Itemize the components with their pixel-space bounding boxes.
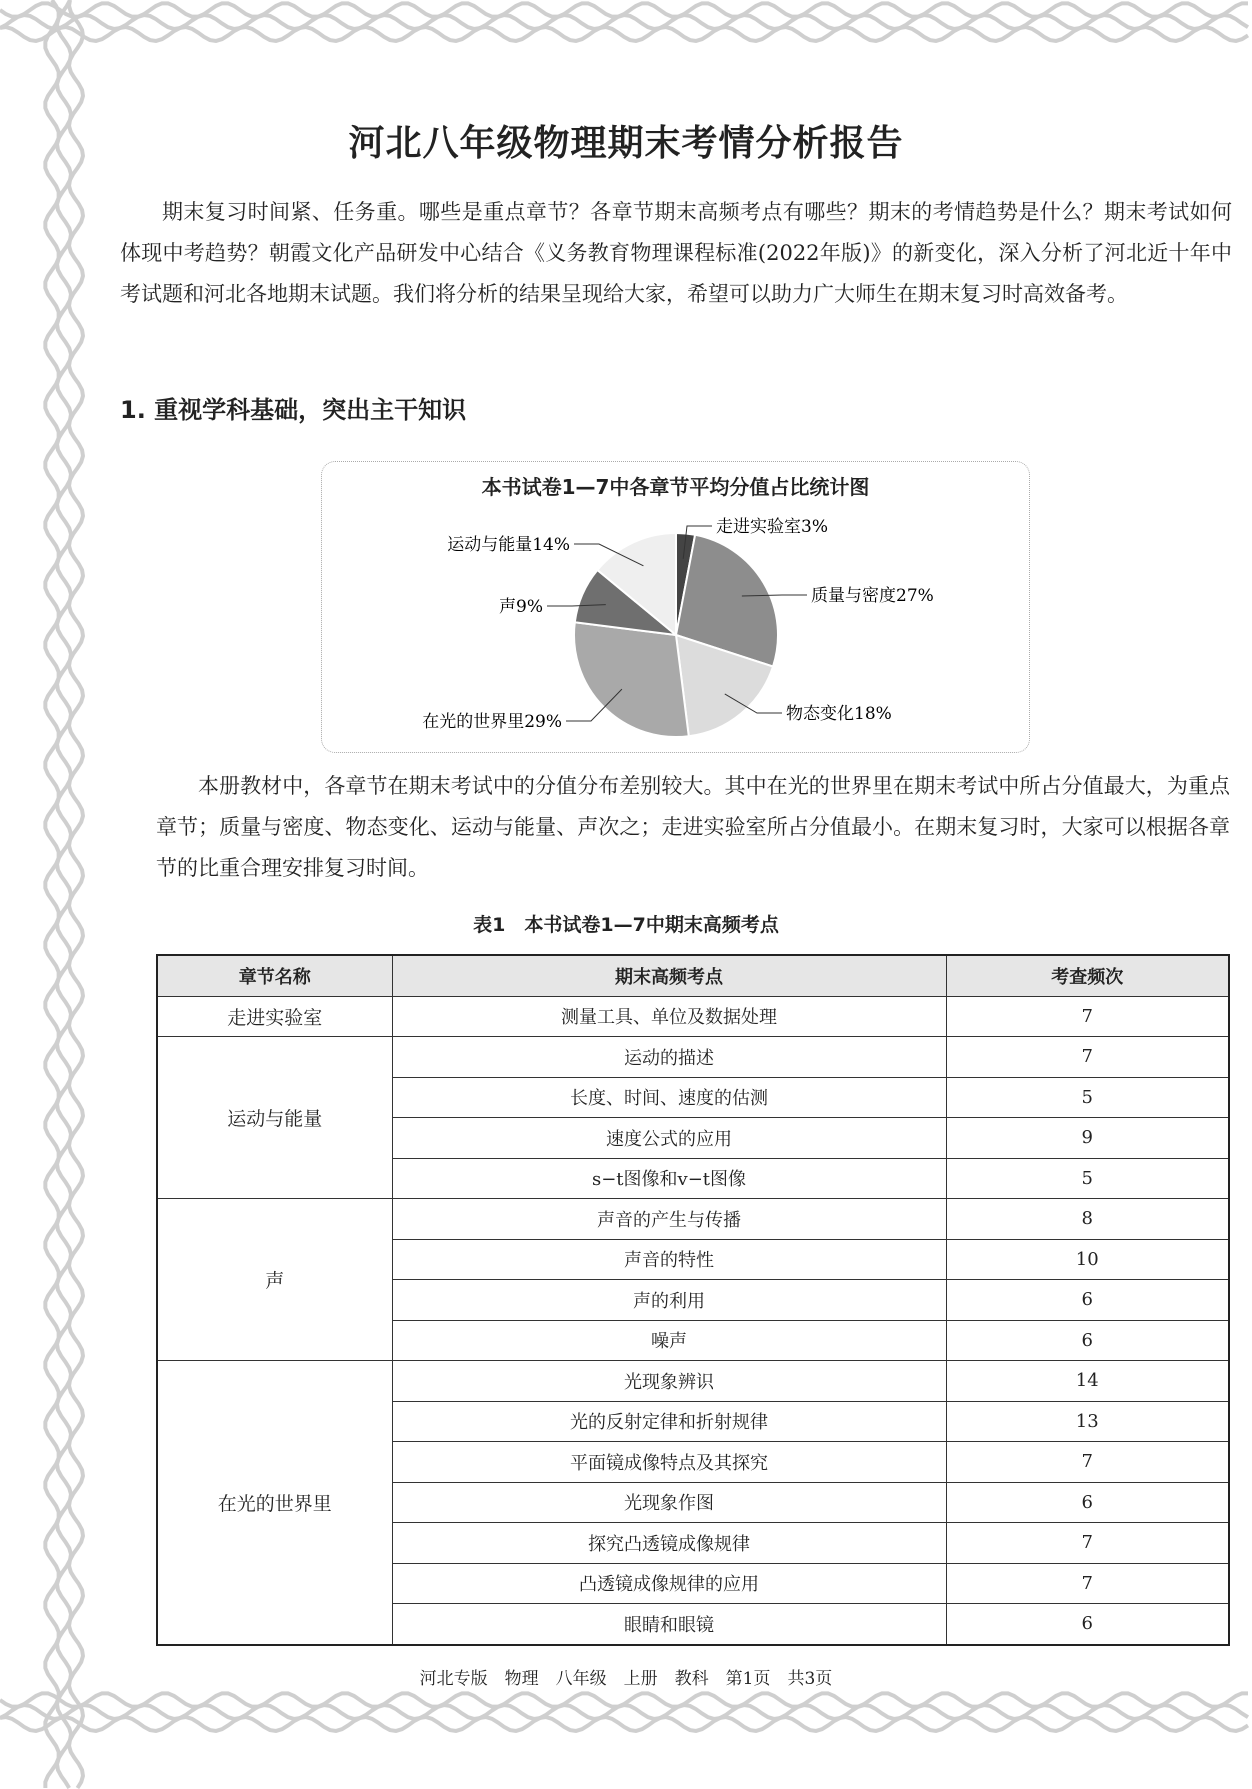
frequency-cell: 6 <box>946 1604 1229 1645</box>
topic-cell: 光现象作图 <box>392 1482 946 1523</box>
analysis-paragraph: 本册教材中，各章节在期末考试中的分值分布差别较大。其中在光的世界里在期末考试中所占分值最大，为重点章节；质量与密度、物态变化、运动与能量、声次之；走进实验室所占分值最小。在期末复习时，大家可以根据各章节的比重合理安排复习时间。 <box>156 774 1230 880</box>
topic-cell: 测量工具、单位及数据处理 <box>392 996 946 1037</box>
header-chapter: 章节名称 <box>157 955 392 996</box>
intro-paragraph: 期末复习时间紧、任务重。哪些是重点章节？各章节期末高频考点有哪些？期末的考情趋势是什么？期末考试如何体现中考趋势？朝霞文化产品研发中心结合《义务教育物理课程标准(2022年版)》的新变化，深入分析了河北近十年中考试题和河北各地期末试题。我们将分析的结果呈现给大家，希望可以助力广大师生在期末复习时高效备考。 <box>120 200 1232 306</box>
frequency-cell: 5 <box>946 1158 1229 1199</box>
topic-cell: s−t图像和v−t图像 <box>392 1158 946 1199</box>
frequency-cell: 13 <box>946 1401 1229 1442</box>
pie-chart <box>322 462 1029 752</box>
frequency-cell: 9 <box>946 1118 1229 1159</box>
slice-label: 走进实验室3% <box>716 517 828 537</box>
chapter-cell: 声 <box>157 1199 392 1361</box>
topic-cell: 长度、时间、速度的估测 <box>392 1077 946 1118</box>
frequency-cell: 7 <box>946 1037 1229 1078</box>
table-caption: 表1 本书试卷1—7中期末高频考点 <box>473 914 779 936</box>
chapter-cell: 走进实验室 <box>157 996 392 1037</box>
frequency-cell: 10 <box>946 1239 1229 1280</box>
frequency-cell: 14 <box>946 1361 1229 1402</box>
topic-cell: 凸透镜成像规律的应用 <box>392 1563 946 1604</box>
table-row <box>157 996 1229 1037</box>
frequency-cell: 6 <box>946 1320 1229 1361</box>
slice-label: 质量与密度27% <box>811 586 934 606</box>
page-footer: 河北专版 物理 八年级 上册 教科 第1页 共3页 <box>419 1669 833 1689</box>
table-row <box>157 1199 1229 1240</box>
page-title: 河北八年级物理期末考情分析报告 <box>348 123 904 164</box>
slice-label: 在光的世界里29% <box>422 712 562 732</box>
section-heading: 1. 重视学科基础，突出主干知识 <box>120 396 467 424</box>
chapter-cell: 在光的世界里 <box>157 1361 392 1645</box>
topic-cell: 运动的描述 <box>392 1037 946 1078</box>
frequency-table <box>156 954 1230 1646</box>
topic-cell: 声音的特性 <box>392 1239 946 1280</box>
slice-label: 声9% <box>499 597 543 617</box>
frequency-cell: 7 <box>946 1523 1229 1564</box>
frequency-cell: 7 <box>946 996 1229 1037</box>
frequency-cell: 8 <box>946 1199 1229 1240</box>
topic-cell: 探究凸透镜成像规律 <box>392 1523 946 1564</box>
frequency-cell: 5 <box>946 1077 1229 1118</box>
topic-cell: 光的反射定律和折射规律 <box>392 1401 946 1442</box>
frequency-cell: 7 <box>946 1563 1229 1604</box>
frequency-cell: 6 <box>946 1280 1229 1321</box>
frequency-cell: 6 <box>946 1482 1229 1523</box>
table-header-row <box>157 955 1229 996</box>
table-row <box>157 1361 1229 1402</box>
chapter-cell: 运动与能量 <box>157 1037 392 1199</box>
topic-cell: 速度公式的应用 <box>392 1118 946 1159</box>
chart-title: 本书试卷1—7中各章节平均分值占比统计图 <box>481 475 870 499</box>
topic-cell: 声音的产生与传播 <box>392 1199 946 1240</box>
topic-cell: 眼睛和眼镜 <box>392 1604 946 1645</box>
header-topic: 期末高频考点 <box>392 955 946 996</box>
topic-cell: 噪声 <box>392 1320 946 1361</box>
slice-label: 物态变化18% <box>786 704 892 724</box>
frequency-cell: 7 <box>946 1442 1229 1483</box>
header-frequency: 考查频次 <box>946 955 1229 996</box>
pie-chart-box <box>321 461 1030 753</box>
topic-cell: 声的利用 <box>392 1280 946 1321</box>
table-row <box>157 1037 1229 1078</box>
pie-slice <box>574 622 689 737</box>
topic-cell: 光现象辨识 <box>392 1361 946 1402</box>
slice-label: 运动与能量14% <box>447 535 570 555</box>
topic-cell: 平面镜成像特点及其探究 <box>392 1442 946 1483</box>
